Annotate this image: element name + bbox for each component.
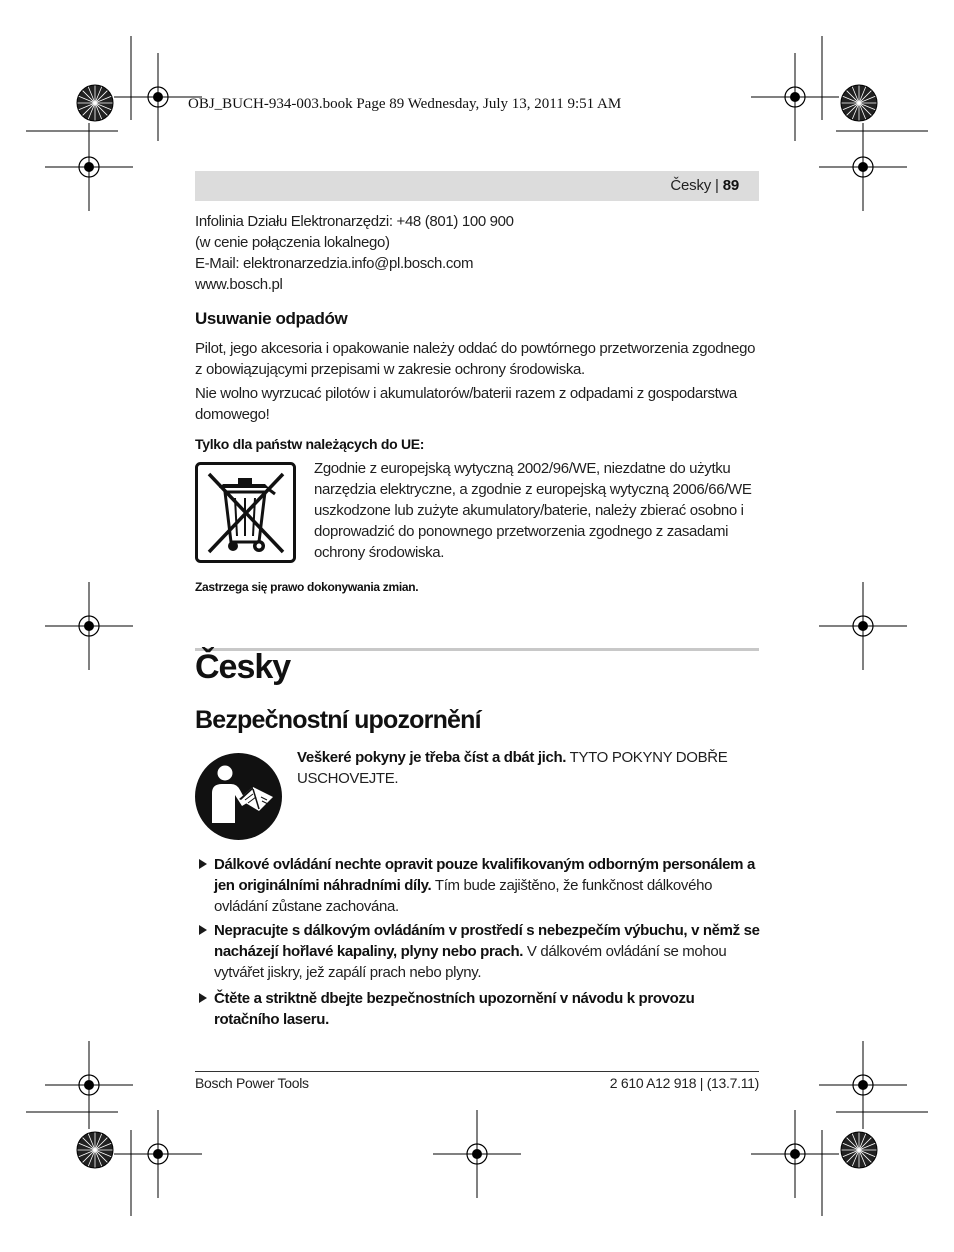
safety-section-title: Bezpečnostní upozornění <box>195 706 481 734</box>
disposal-heading: Usuwanie odpadów <box>195 309 348 328</box>
contact-line-cost: (w cenie połączenia lokalnego) <box>195 234 390 251</box>
read-instructions-text <box>297 747 757 789</box>
bullet-1-bold: Dálkové ovládání nechte opravit pouze kvalifikovaným odborným personálem a jen originálními náhradními díly. <box>214 856 755 894</box>
safety-bullet-3 <box>195 988 761 1030</box>
contact-line-hotline: Infolinia Działu Elektronarzędzi: +48 (801) 100 900 <box>195 213 514 230</box>
disposal-paragraph-2: Nie wolno wyrzucać pilotów i akumulatorów/baterii razem z odpadami z gospodarstwa domowego! <box>195 385 737 423</box>
crossed-out-wheelie-bin-icon <box>195 462 296 563</box>
triangle-bullet-icon <box>199 993 207 1003</box>
read-manual-icon <box>195 753 282 840</box>
page-header-bar <box>195 171 759 201</box>
safety-bullet-1 <box>195 854 761 917</box>
read-instructions-bold: Veškeré pokyny je třeba číst a dbát jich. <box>297 749 567 766</box>
bullet-1-normal: Tím bude zajištěno, že funkčnost dálkového ovládání zůstane zachována. <box>214 877 713 915</box>
page-header <box>670 177 739 194</box>
contact-line-email: E-Mail: elektronarzedzia.info@pl.bosch.com <box>195 255 474 272</box>
page-number: 89 <box>722 177 739 194</box>
triangle-bullet-icon <box>199 859 207 869</box>
print-job-info: OBJ_BUCH-934-003.book Page 89 Wednesday, July 13, 2011 9:51 AM <box>188 96 622 112</box>
weee-directive-text: Zgodnie z europejską wytyczną 2002/96/WE, niezdatne do użytku narzędzia elektryczne, a zgodnie z europejską wytyczną 2006/66/WE uszkodzone lub zużyte akumulatory/baterie, należy zbierać osobno i doprowadzić do ponownego przetworzenia zgodnego z zasadami ochrony środowiska. <box>314 460 752 561</box>
contact-block <box>195 211 755 295</box>
eu-only-label: Tylko dla państw należących do UE: <box>195 436 425 452</box>
bullet-3-bold: Čtěte a striktně dbejte bezpečnostních upozornění v návodu k provozu rotačního laseru. <box>214 990 695 1028</box>
language-title: Česky <box>195 648 291 686</box>
bullet-2-normal: V dálkovém ovládání se mohou vytvářet jiskry, jež zapálí prach nebo plyny. <box>214 943 727 981</box>
contact-line-website: www.bosch.pl <box>195 276 283 293</box>
bullet-2-bold: Nepracujte s dálkovým ovládáním v prostředí s nebezpečím výbuchu, v němž se nacházejí hořlavé kapaliny, plyny nebo prach. <box>214 922 760 960</box>
read-instructions-normal: TYTO POKYNY DOBŘE USCHOVEJTE. <box>297 749 728 787</box>
header-separator: | <box>715 177 719 194</box>
safety-bullet-2 <box>195 920 761 983</box>
footer-doc-number: 2 610 A12 918 | (13.7.11) <box>609 1075 759 1091</box>
footer-brand: Bosch Power Tools <box>195 1075 309 1091</box>
reserve-note: Zastrzega się prawo dokonywania zmian. <box>195 580 419 594</box>
triangle-bullet-icon <box>199 925 207 935</box>
disposal-paragraph-1: Pilot, jego akcesoria i opakowanie należy oddać do powtórnego przetworzenia zgodnego z obowiązującymi przepisami w zakresie ochrony środowiska. <box>195 340 756 378</box>
header-language: Česky <box>670 177 712 194</box>
footer-divider <box>195 1071 759 1072</box>
